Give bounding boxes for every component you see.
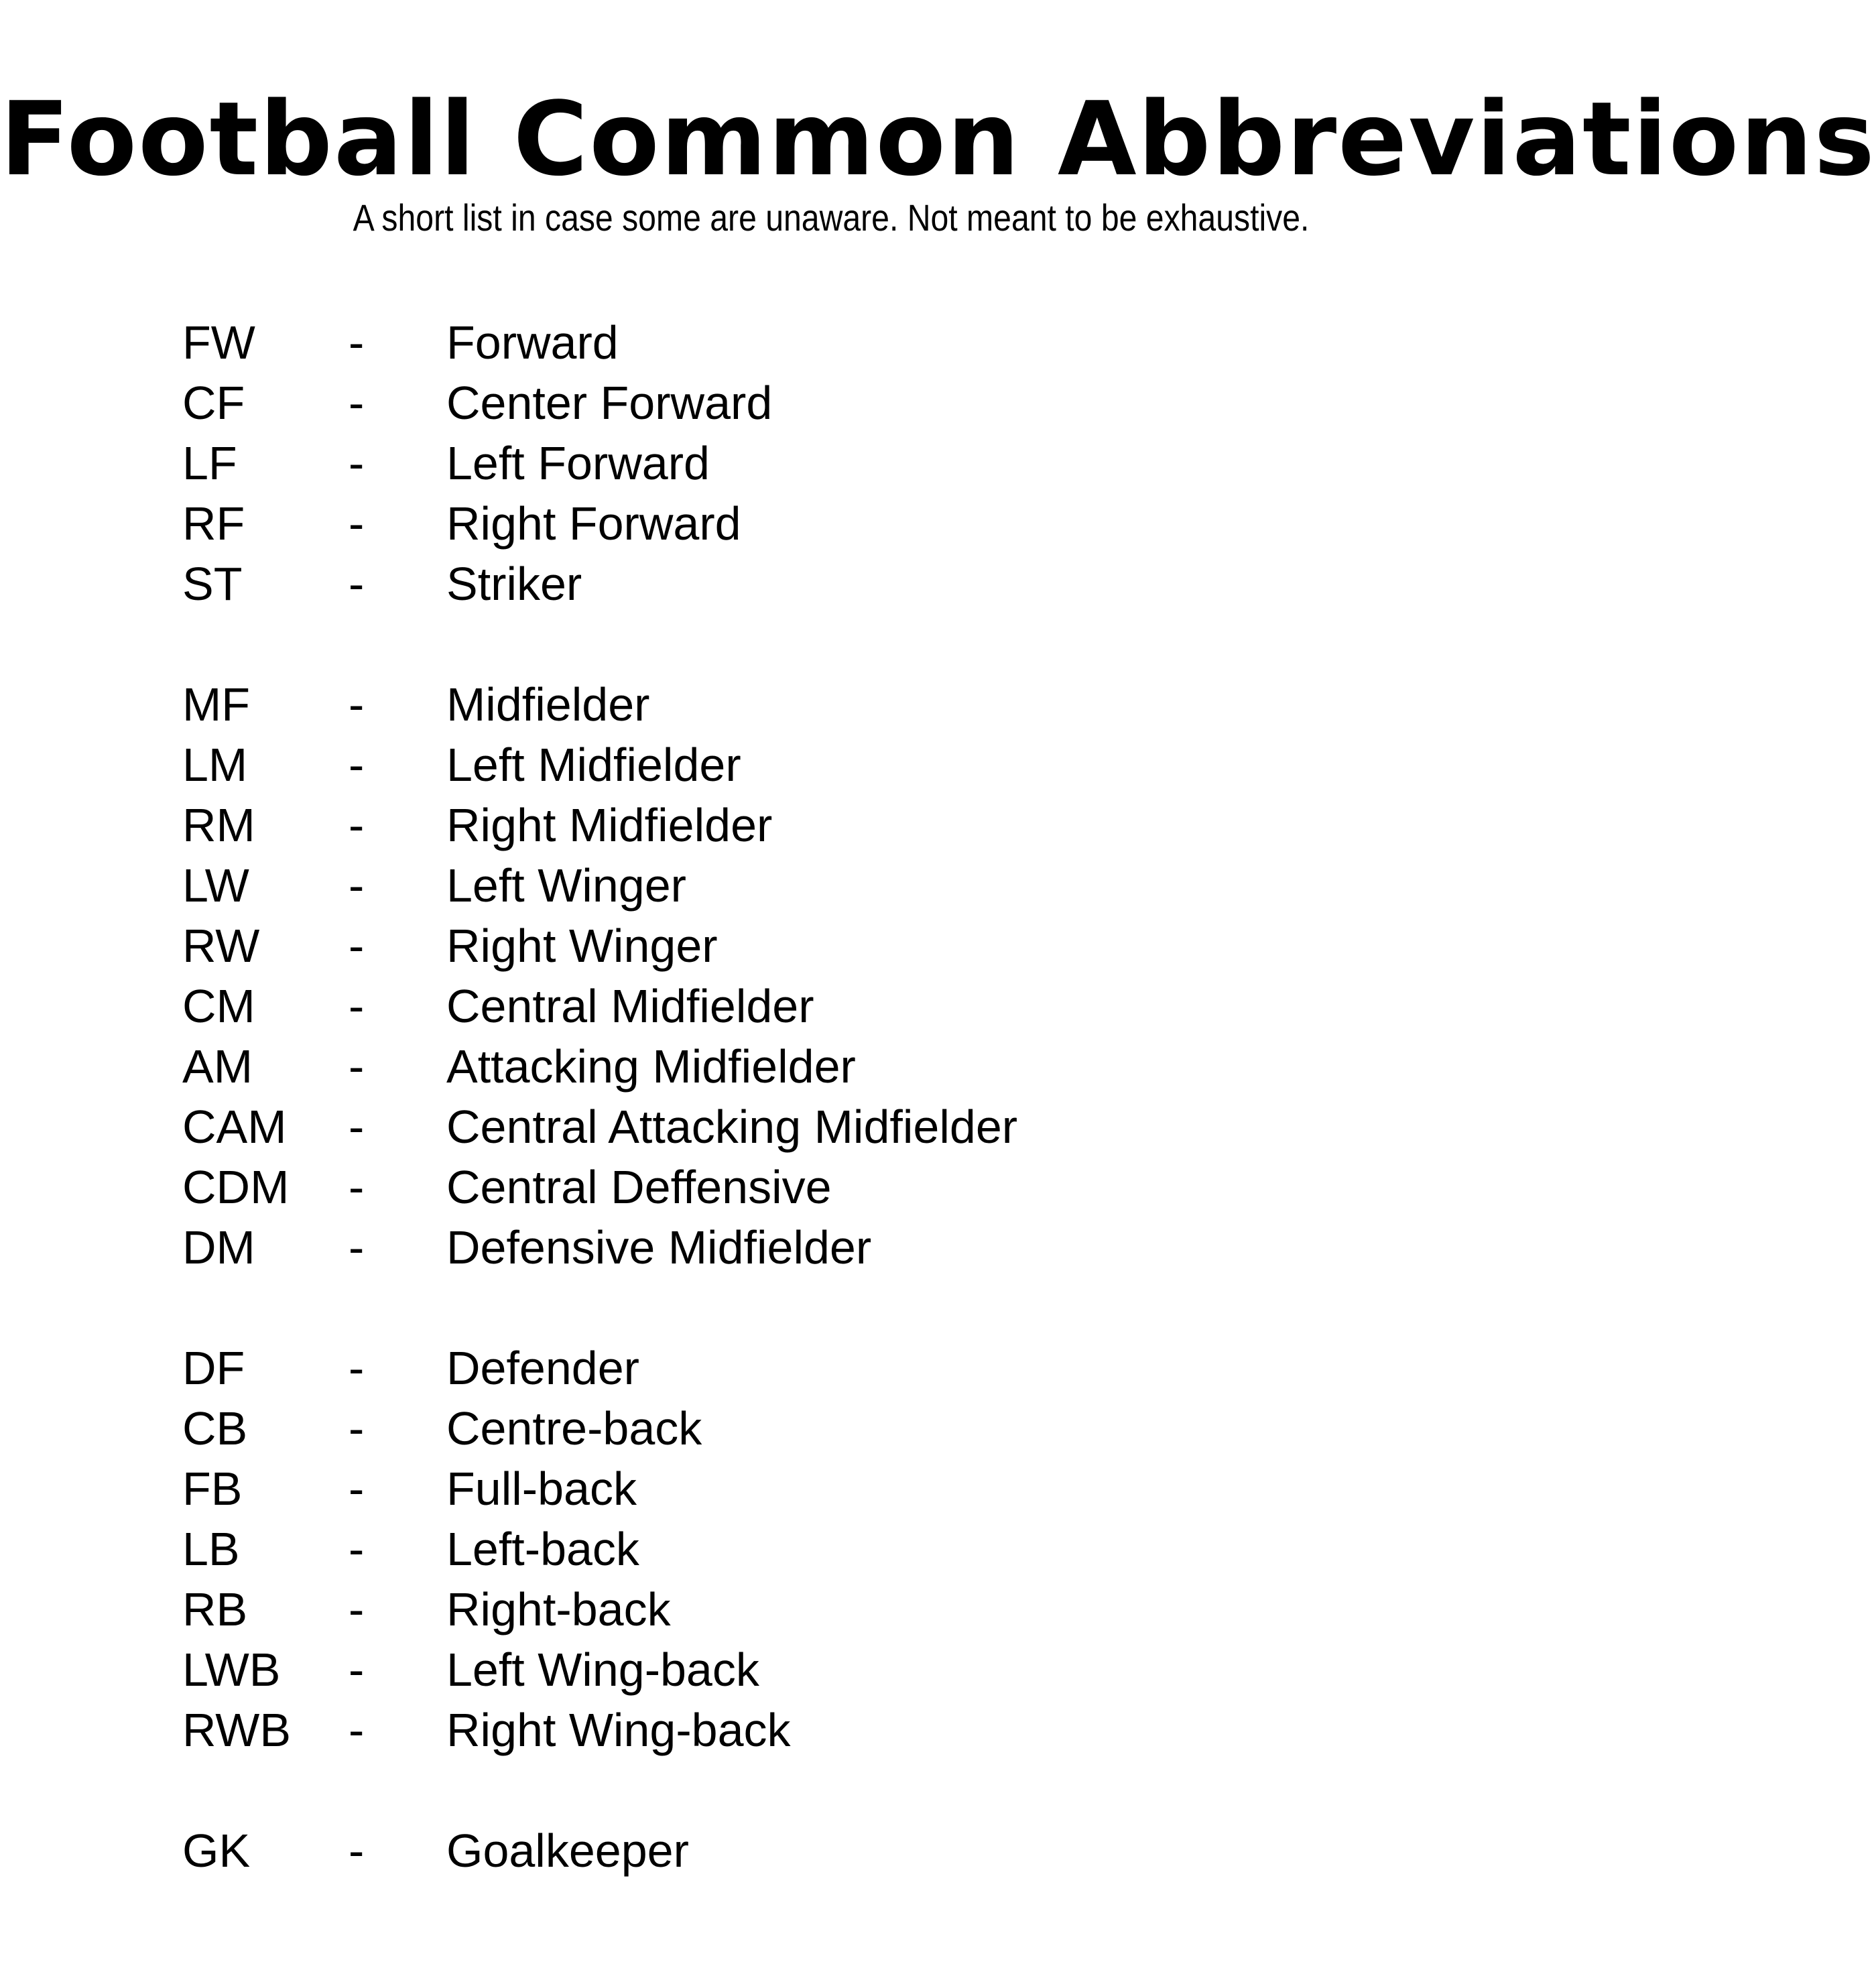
abbreviation: RM xyxy=(182,799,255,851)
separator: - xyxy=(349,980,365,1032)
separator: - xyxy=(349,1402,365,1455)
meaning: Left Midfielder xyxy=(446,739,741,791)
meaning: Right-back xyxy=(446,1583,671,1635)
abbreviation: CM xyxy=(182,980,255,1032)
separator: - xyxy=(349,1523,365,1575)
abbreviation: LW xyxy=(182,859,249,912)
meaning: Defender xyxy=(446,1342,639,1394)
page-title: Football Common Abbreviations xyxy=(0,80,1876,198)
separator: - xyxy=(349,1583,365,1635)
meaning: Central Attacking Midfielder xyxy=(446,1101,1018,1153)
abbreviation: GK xyxy=(182,1825,251,1877)
abbreviation: RB xyxy=(182,1583,248,1635)
meaning: Left Forward xyxy=(446,437,710,489)
abbreviation: CDM xyxy=(182,1161,290,1213)
abbreviation: RWB xyxy=(182,1704,292,1756)
meaning: Left Wing-back xyxy=(446,1644,759,1696)
abbreviation: CAM xyxy=(182,1101,287,1153)
abbreviation: LB xyxy=(182,1523,240,1575)
abbreviation: FB xyxy=(182,1463,243,1515)
abbreviation: RW xyxy=(182,920,260,972)
separator: - xyxy=(349,1825,365,1877)
separator: - xyxy=(349,859,365,912)
meaning: Left-back xyxy=(446,1523,639,1575)
meaning: Forward xyxy=(446,316,619,369)
separator: - xyxy=(349,437,365,489)
meaning: Striker xyxy=(446,558,582,610)
abbreviation: ST xyxy=(182,558,243,610)
separator: - xyxy=(349,678,365,731)
page-subtitle: A short list in case some are unaware. Not meant to be exhaustive. xyxy=(353,196,1310,239)
meaning: Right Midfielder xyxy=(446,799,773,851)
abbreviation: RF xyxy=(182,497,245,550)
abbreviation: FW xyxy=(182,316,255,369)
separator: - xyxy=(349,1221,365,1274)
abbreviation: LF xyxy=(182,437,237,489)
separator: - xyxy=(349,1161,365,1213)
abbreviation: CB xyxy=(182,1402,248,1455)
separator: - xyxy=(349,1040,365,1093)
meaning: Right Forward xyxy=(446,497,741,550)
separator: - xyxy=(349,1342,365,1394)
separator: - xyxy=(349,920,365,972)
abbreviation: LWB xyxy=(182,1644,281,1696)
abbreviation: DF xyxy=(182,1342,245,1394)
separator: - xyxy=(349,739,365,791)
meaning: Center Forward xyxy=(446,377,773,429)
separator: - xyxy=(349,316,365,369)
meaning: Goalkeeper xyxy=(446,1825,689,1877)
separator: - xyxy=(349,1644,365,1696)
meaning: Centre-back xyxy=(446,1402,702,1455)
meaning: Defensive Midfielder xyxy=(446,1221,872,1274)
separator: - xyxy=(349,1101,365,1153)
meaning: Central Deffensive xyxy=(446,1161,832,1213)
meaning: Left Winger xyxy=(446,859,686,912)
meaning: Right Winger xyxy=(446,920,718,972)
separator: - xyxy=(349,377,365,429)
meaning: Central Midfielder xyxy=(446,980,814,1032)
meaning: Attacking Midfielder xyxy=(446,1040,856,1093)
abbreviation: DM xyxy=(182,1221,255,1274)
separator: - xyxy=(349,497,365,550)
meaning: Full-back xyxy=(446,1463,637,1515)
abbreviation: MF xyxy=(182,678,251,731)
abbreviation: AM xyxy=(182,1040,253,1093)
meaning: Right Wing-back xyxy=(446,1704,791,1756)
abbreviation: CF xyxy=(182,377,245,429)
separator: - xyxy=(349,1463,365,1515)
meaning: Midfielder xyxy=(446,678,650,731)
abbreviation: LM xyxy=(182,739,248,791)
separator: - xyxy=(349,1704,365,1756)
separator: - xyxy=(349,558,365,610)
separator: - xyxy=(349,799,365,851)
